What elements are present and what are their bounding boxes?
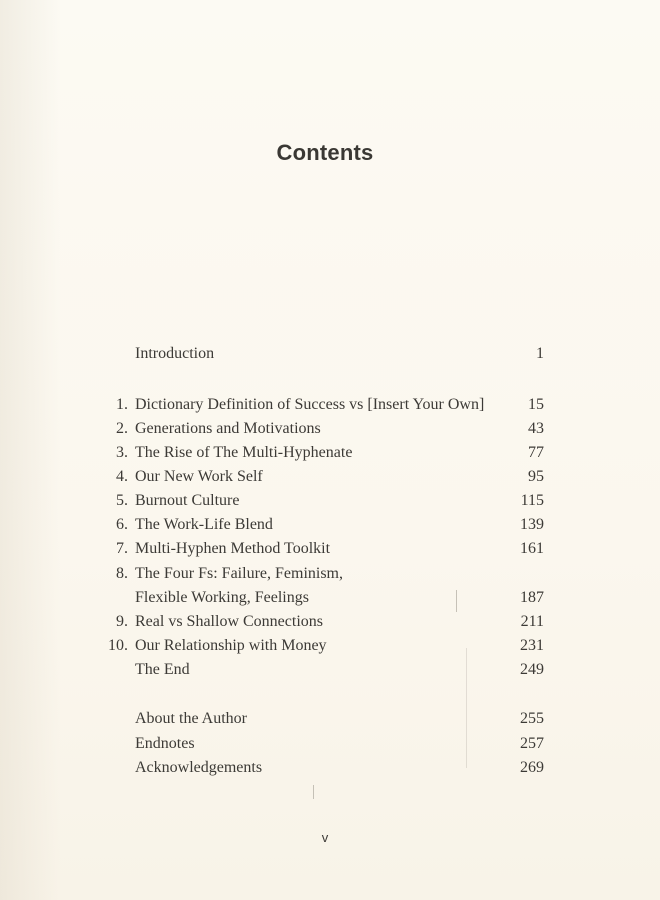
folio: v bbox=[321, 830, 329, 845]
page-number: 255 bbox=[520, 710, 544, 727]
chapter-title: Multi-Hyphen Method Toolkit bbox=[135, 540, 331, 557]
chapter-number: 2. bbox=[116, 420, 128, 437]
toc-entry bbox=[100, 757, 544, 779]
chapter-title: Our Relationship with Money bbox=[135, 637, 327, 654]
chapter-title: Acknowledgements bbox=[135, 759, 263, 776]
chapter-title: The Work-Life Blend bbox=[135, 516, 273, 533]
toc-entry bbox=[100, 708, 544, 730]
page-number: 211 bbox=[520, 613, 544, 630]
paper-mark bbox=[456, 590, 457, 612]
page-number: 187 bbox=[520, 589, 544, 606]
page-number: 231 bbox=[520, 637, 544, 654]
page-number: 43 bbox=[528, 420, 544, 437]
toc-entry bbox=[100, 611, 544, 633]
toc-entry bbox=[100, 490, 544, 512]
page-title: Contents bbox=[276, 140, 374, 165]
toc-entry bbox=[100, 394, 544, 416]
chapter-title: Generations and Motivations bbox=[135, 420, 321, 437]
toc-entry bbox=[100, 733, 544, 755]
toc-entry bbox=[100, 442, 544, 464]
page-number: 115 bbox=[520, 492, 544, 509]
toc-entry bbox=[100, 466, 544, 488]
chapter-title: Burnout Culture bbox=[135, 492, 240, 509]
page-number: 257 bbox=[520, 735, 544, 752]
chapter-number: 1. bbox=[116, 396, 128, 413]
page-number: 77 bbox=[528, 444, 544, 461]
page-number: 15 bbox=[528, 396, 544, 413]
page-number: 139 bbox=[520, 516, 544, 533]
toc-entry bbox=[100, 635, 544, 657]
chapter-title: Introduction bbox=[135, 345, 215, 362]
toc-entry bbox=[100, 343, 544, 365]
chapter-title: The End bbox=[135, 661, 190, 678]
chapter-number: 3. bbox=[116, 444, 128, 461]
chapter-title: The Four Fs: Failure, Feminism, bbox=[135, 565, 343, 582]
chapter-number: 10. bbox=[108, 637, 128, 654]
page-number: 161 bbox=[520, 540, 544, 557]
chapter-number: 7. bbox=[116, 540, 128, 557]
chapter-title: The Rise of The Multi-Hyphenate bbox=[135, 444, 353, 461]
chapter-number: 9. bbox=[116, 613, 128, 630]
page-number: 95 bbox=[528, 468, 544, 485]
chapter-number: 4. bbox=[116, 468, 128, 485]
chapter-title: Real vs Shallow Connections bbox=[135, 613, 323, 630]
chapter-title: About the Author bbox=[135, 710, 247, 727]
chapter-title: Endnotes bbox=[135, 735, 195, 752]
chapter-title: Our New Work Self bbox=[135, 468, 263, 485]
chapter-title: Flexible Working, Feelings bbox=[135, 589, 309, 606]
toc-entry bbox=[100, 587, 544, 609]
page-number: 269 bbox=[520, 759, 544, 776]
toc-entry bbox=[100, 418, 544, 440]
paper-mark bbox=[313, 785, 314, 799]
chapter-title: Dictionary Definition of Success vs [Insert Your Own] bbox=[135, 396, 485, 413]
toc-entry bbox=[100, 538, 544, 560]
chapter-number: 6. bbox=[116, 516, 128, 533]
toc-entry bbox=[100, 563, 544, 585]
toc-entry bbox=[100, 514, 544, 536]
page-number: 249 bbox=[520, 661, 544, 678]
paper-mark bbox=[466, 648, 467, 768]
chapter-number: 5. bbox=[116, 492, 128, 509]
chapter-number: 8. bbox=[116, 565, 128, 582]
toc-entry bbox=[100, 659, 544, 681]
page-number: 1 bbox=[536, 345, 544, 362]
